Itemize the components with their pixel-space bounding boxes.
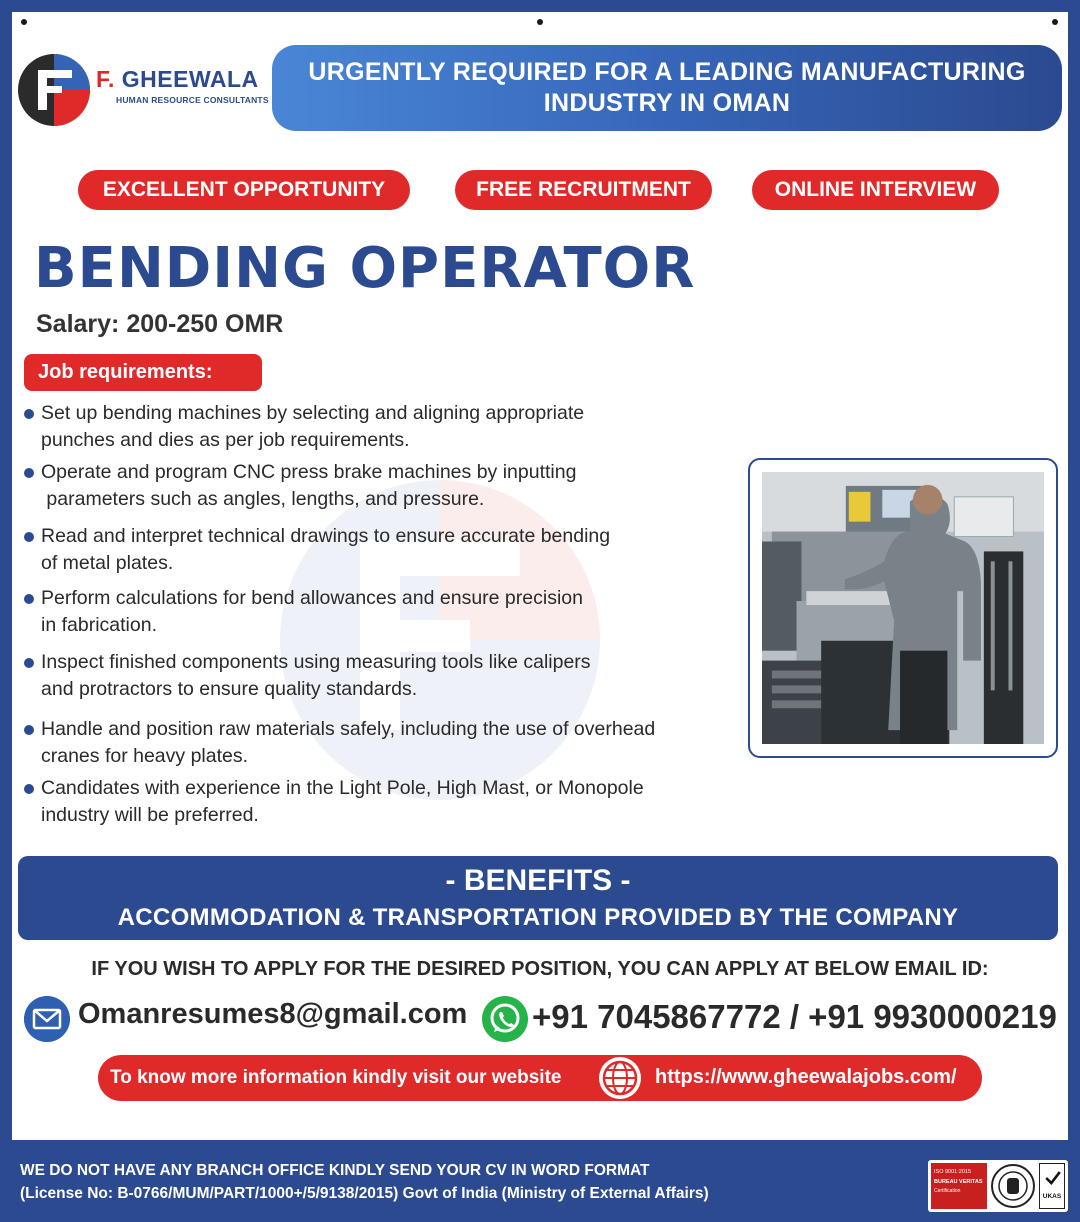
- footer-notice: WE DO NOT HAVE ANY BRANCH OFFICE KINDLY SEND YOUR CV IN WORD FORMAT: [20, 1162, 650, 1179]
- certification-badge: [928, 1160, 1068, 1212]
- website-link[interactable]: https://www.gheewalajobs.com/: [655, 1066, 957, 1088]
- requirement-item: Handle and position raw materials safely, including the use of overhead cranes for heavy plates.: [22, 716, 752, 770]
- requirement-item: Set up bending machines by selecting and aligning appropriate punches and dies as per job requirements.: [22, 400, 752, 454]
- bureau-veritas-seal-icon: [990, 1163, 1036, 1209]
- crown-check-icon: [1042, 1167, 1064, 1189]
- corner-dot-center: [537, 19, 543, 25]
- whatsapp-icon: [482, 996, 528, 1042]
- requirement-item: Inspect finished components using measuring tools like calipers and protractors to ensure quality standards.: [22, 649, 752, 703]
- bullet-icon: [24, 725, 34, 735]
- bullet-icon: [24, 658, 34, 668]
- benefits-title: - BENEFITS -: [445, 864, 631, 897]
- corner-dot-right: [1052, 19, 1058, 25]
- bullet-icon: [24, 784, 34, 794]
- brand-tagline: HUMAN RESOURCE CONSULTANTS: [116, 95, 269, 105]
- benefits-banner: [18, 856, 1058, 940]
- globe-icon: [598, 1056, 642, 1100]
- phone-numbers[interactable]: +91 7045867772 / +91 9930000219: [532, 998, 1057, 1035]
- bullet-icon: [24, 594, 34, 604]
- apply-instructions: IF YOU WISH TO APPLY FOR THE DESIRED POSITION, YOU CAN APPLY AT BELOW EMAIL ID:: [91, 958, 989, 980]
- operator-photo: [762, 472, 1044, 744]
- website-label: To know more information kindly visit our website: [110, 1067, 562, 1088]
- footer-license: (License No: B-0766/MUM/PART/1000+/5/9138/2015) Govt of India (Ministry of External Affairs): [20, 1185, 709, 1202]
- requirement-item: Candidates with experience in the Light Pole, High Mast, or Monopole industry will be preferred.: [22, 775, 752, 829]
- job-title: BENDING OPERATOR: [34, 236, 696, 301]
- company-logo: [16, 50, 269, 130]
- highlight-pill-interview: ONLINE INTERVIEW: [752, 170, 999, 210]
- corner-dot-left: [21, 19, 27, 25]
- requirement-item: Read and interpret technical drawings to ensure accurate bending of metal plates.: [22, 523, 752, 577]
- bullet-icon: [24, 468, 34, 478]
- bullet-icon: [24, 532, 34, 542]
- job-photo-frame: [748, 458, 1058, 758]
- logo-mark-icon: [16, 52, 92, 128]
- ukas-mark: UKAS: [1039, 1163, 1065, 1209]
- email-link[interactable]: Omanresumes8@gmail.com: [78, 998, 468, 1030]
- requirement-item: Operate and program CNC press brake machines by inputting parameters such as angles, lengths, and pressure.: [22, 459, 752, 513]
- highlight-pill-recruitment: FREE RECRUITMENT: [455, 170, 712, 210]
- bullet-icon: [24, 409, 34, 419]
- requirement-item: Perform calculations for bend allowances and ensure precision in fabrication.: [22, 585, 752, 639]
- brand-name: F. GHEEWALA: [96, 66, 259, 92]
- benefits-text: ACCOMMODATION & TRANSPORTATION PROVIDED BY THE COMPANY: [117, 904, 959, 931]
- salary-text: Salary: 200-250 OMR: [36, 310, 284, 338]
- bureau-veritas-label: ISO 9001:2015 BUREAU VERITAS Certification: [931, 1163, 987, 1209]
- mail-icon: [24, 996, 70, 1042]
- website-bar[interactable]: [98, 1055, 982, 1101]
- header-banner: URGENTLY REQUIRED FOR A LEADING MANUFACTURING INDUSTRY IN OMAN: [272, 45, 1062, 131]
- requirements-label: Job requirements:: [24, 354, 262, 391]
- highlight-pill-opportunity: EXCELLENT OPPORTUNITY: [78, 170, 410, 210]
